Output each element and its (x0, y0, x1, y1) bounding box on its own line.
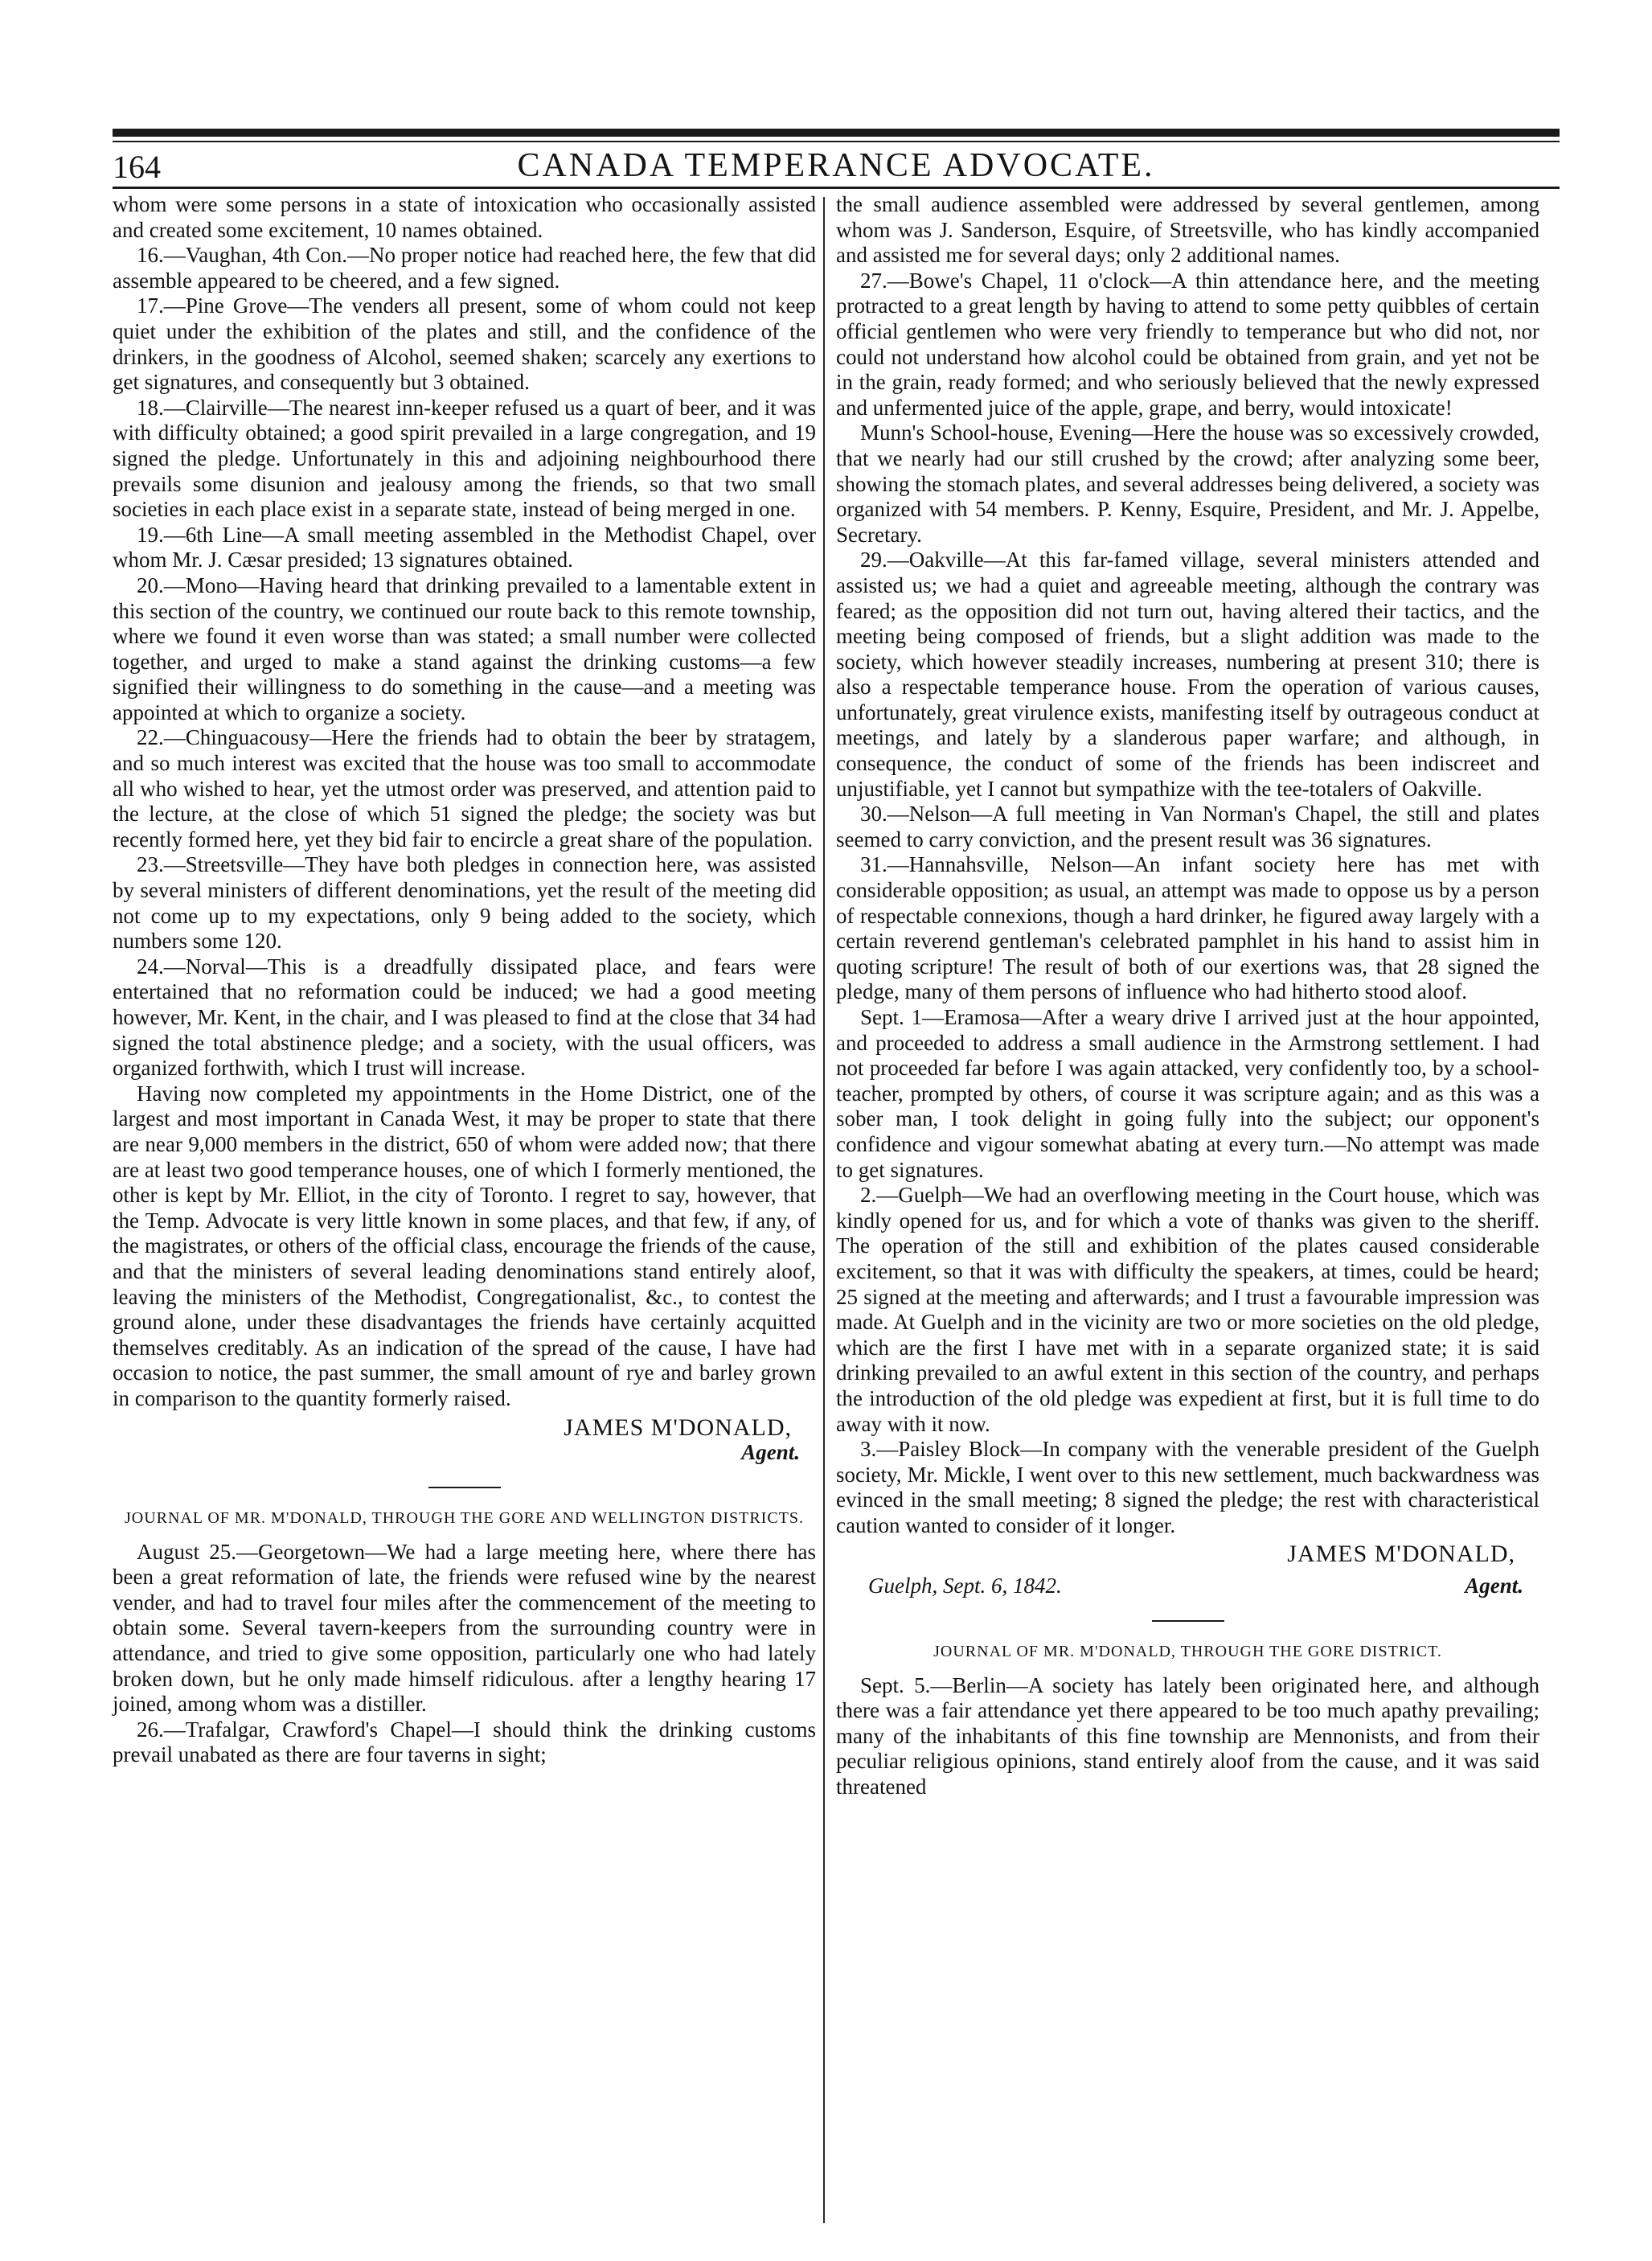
paragraph: 20.—Mono—Having heard that drinking prevailed to a lamentable extent in this section of the country, we continued our route back to this remote township, where we found it even worse than was stated; a small number were collected together, and urged to make a stand against the drinking customs—a few signified their willingness to do something in the cause—and a meeting was appointed at which to organize a society. (113, 572, 816, 724)
paragraph: 18.—Clairville—The nearest inn-keeper refused us a quart of beer, and it was with difficulty obtained; a good spirit prevailed in a large congregation, and 19 signed the pledge. Unfortunately in this and adjoining neighbourhood there prevails some disunion and jealousy among the friends, so that two small societies in each place exist in a separate state, instead of being merged in one. (113, 395, 816, 522)
dateline-place: Guelph, Sept. 6, 1842. (868, 1574, 1062, 1598)
paragraph: 22.—Chinguacousy—Here the friends had to obtain the beer by stratagem, and so much interest was excited that the house was too small to accommodate all who wished to hear, yet the utmost order was preserved, and attention paid to the lecture, at the close of which 51 signed the pledge; the society was but recently formed here, yet they bid fair to encircle a great share of the population. (113, 725, 816, 851)
paragraph: whom were some persons in a state of intoxication who occasionally assisted and created some excitement, 10 names obtained. (113, 192, 816, 242)
paragraph: 17.—Pine Grove—The venders all present, some of whom could not keep quiet under the exhibition of the plates and still, and the confidence of the drinkers, in the goodness of Alcohol, seemed shaken; scarcely any exertions to get signatures, and consequently but 3 obtained. (113, 293, 816, 395)
paragraph: 23.—Streetsville—They have both pledges in connection here, was assisted by several ministers of different denominations, yet the result of the meeting did not come up to my expectations, only 9 being added to the society, which numbers some 120. (113, 852, 816, 954)
paragraph: 2.—Guelph—We had an overflowing meeting in the Court house, which was kindly opened for us, and for which a vote of thanks was given to the sheriff. The operation of the still and exhibition of the plates caused considerable excitement, so that it was with difficulty the speakers, at times, could be heard; 25 signed at the meeting and afterwards; and I trust a favourable impression was made. At Guelph and in the vicinity are two or more societies on the old pledge, which are the first I have met with in a separate organized state; it is said drinking prevailed to an awful extent in this section of the country, and perhaps the introduction of the old pledge was expedient at first, but it is full time to do away with it now. (836, 1183, 1539, 1436)
signature-title: Agent. (741, 1440, 800, 1465)
left-column (113, 192, 816, 2231)
signature-block (836, 1541, 1539, 1567)
paragraph: the small audience assembled were addressed by several gentlemen, among whom was J. Sanderson, Esquire, of Streetsville, who has kindly accompanied and assisted me for several days; only 2 additional names. (836, 192, 1539, 268)
paragraph: August 25.—Georgetown—We had a large meeting here, where there has been a great reformation of late, the friends were refused wine by the nearest vender, and had to travel four miles after the commencement of the meeting to obtain some. Several tavern-keepers from the surrounding country were in attendance, and tried to give some opposition, particularly one who had lately broken down, but he only made himself ridiculous. after a lengthy hearing 17 joined, among whom was a distiller. (113, 1539, 816, 1717)
paragraph: 27.—Bowe's Chapel, 11 o'clock—A thin attendance here, and the meeting protracted to a great length by having to attend to some petty quibbles of certain official gentlemen who were very friendly to temperance but who did not, nor could not understand how alcohol could be obtained from grain, and yet not be in the grain, ready formed; and who seriously believed that the newly expressed and unfermented juice of the apple, grape, and berry, would intoxicate! (836, 268, 1539, 420)
dateline-agent: Agent. (1465, 1574, 1523, 1598)
top-border-rule-thin (113, 141, 1560, 142)
paragraph: 3.—Paisley Block—In company with the venerable president of the Guelph society, Mr. Mickle, I went over to this new settlement, much backwardness was evinced in the small meeting; 8 signed the pledge; the rest with characteristical caution wanted to consider of it longer. (836, 1437, 1539, 1537)
signature-name: JAMES M'DONALD, (564, 1414, 792, 1441)
paragraph: 24.—Norval—This is a dreadfully dissipated place, and fears were entertained that no reformation could be induced; we had a good meeting however, Mr. Kent, in the chair, and I was pleased to find at the close that 34 had signed the total abstinence pledge; and a society, with the usual officers, was organized forthwith, which I trust will increase. (113, 954, 816, 1081)
signature-name: JAMES M'DONALD, (1287, 1541, 1515, 1568)
dateline (836, 1574, 1539, 1599)
column-divider (823, 197, 825, 2223)
page-header (113, 146, 1560, 187)
paragraph: Sept. 5.—Berlin—A society has lately been originated here, and although there was a fair attendance yet there appeared to be too much apathy prevailing; many of the inhabitants of this fine township are Mennonists, and from their peculiar religious opinions, stand entirely aloof from the cause, and it was said threatened (836, 1672, 1539, 1799)
journal-heading: JOURNAL OF MR. M'DONALD, THROUGH THE GORE DISTRICT. (933, 1642, 1442, 1660)
paragraph: Munn's School-house, Evening—Here the house was so excessively crowded, that we nearly had our still crushed by the crowd; after analyzing some beer, showing the stomach plates, and several addresses being delivered, a society was organized with 54 members. P. Kenny, Esquire, President, and Mr. J. Appelbe, Secretary. (836, 421, 1539, 547)
paragraph: 30.—Nelson—A full meeting in Van Norman's Chapel, the still and plates seemed to carry conviction, and the present result was 36 signatures. (836, 802, 1539, 851)
page-number: 164 (113, 149, 161, 185)
paragraph: 29.—Oakville—At this far-famed village, several ministers attended and assisted us; we had a quiet and agreeable meeting, although the contrary was feared; as the opposition did not turn out, having altered their tactics, and the meeting being composed of friends, but a slight addition was made to the society, which however steadily increases, numbering at present 310; there is also a respectable temperance house. From the operation of various causes, unfortunately, great virulence exists, manifesting itself by outrageous conduct at meetings, and lately by a slanderous paper warfare; and although, in consequence, the conduct of some of the friends has been indiscreet and unjustifiable, yet I cannot but sympathize with the tee-totalers of Oakville. (836, 548, 1539, 801)
newspaper-title: CANADA TEMPERANCE ADVOCATE. (517, 147, 1155, 184)
section-rule (428, 1487, 501, 1488)
section-rule (1152, 1620, 1224, 1622)
journal-heading: JOURNAL OF MR. M'DONALD, THROUGH THE GORE AND WELLINGTON DISTRICTS. (124, 1508, 805, 1527)
paragraph: 31.—Hannahsville, Nelson—An infant society here has met with considerable opposition; as usual, an attempt was made to oppose us by a person of respectable connexions, though a hard drinker, he figured away largely with a certain reverend gentleman's celebrated pamphlet in his hand to assist him in quoting scripture! The result of both of our exertions was, that 28 signed the pledge, many of them persons of influence who had hitherto stood aloof. (836, 852, 1539, 1004)
paragraph: Sept. 1—Eramosa—After a weary drive I arrived just at the hour appointed, and proceeded to address a small audience in the Armstrong settlement. I had not proceeded far before I was again attacked, very confidently too, by a school-teacher, prompted by others, of course it was scripture again; and as this was a sober man, I took delight in going fully into the subject; our opponent's confidence and vigour somewhat abating at every turn.—No attempt was made to get signatures. (836, 1005, 1539, 1182)
right-column (836, 192, 1539, 2231)
paragraph: Having now completed my appointments in the Home District, one of the largest and most important in Canada West, it may be proper to state that there are near 9,000 members in the district, 650 of whom were added now; that there are at least two good temperance houses, one of which I formerly mentioned, the other is kept by Mr. Elliot, in the city of Toronto. I regret to say, however, that the Temp. Advocate is very little known in some places, and that few, if any, of the magistrates, or others of the official class, encourage the friends of the cause, and that the ministers of several leading denominations stand entirely aloof, leaving the ministers of the Methodist, Congregationalist, &c., to contest the ground alone, under these disadvantages the friends have certainly acquitted themselves creditably. As an indication of the spread of the cause, I have had occasion to notice, the past summer, the small amount of rye and barley grown in comparison to the quantity formerly raised. (113, 1081, 816, 1410)
paragraph: 26.—Trafalgar, Crawford's Chapel—I should think the drinking customs prevail unabated as there are four taverns in sight; (113, 1717, 816, 1767)
paragraph: 16.—Vaughan, 4th Con.—No proper notice had reached here, the few that did assemble appeared to be cheered, and a few signed. (113, 243, 816, 293)
paragraph: 19.—6th Line—A small meeting assembled in the Methodist Chapel, over whom Mr. J. Cæsar presided; 13 signatures obtained. (113, 522, 816, 572)
header-rule (113, 187, 1560, 189)
signature-block (113, 1415, 816, 1466)
top-border-rule (113, 129, 1560, 137)
